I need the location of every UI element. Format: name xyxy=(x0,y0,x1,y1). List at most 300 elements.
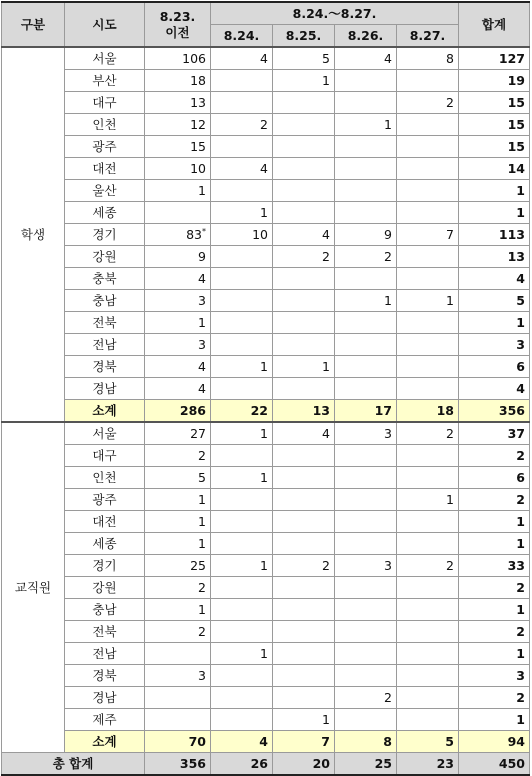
d25-cell xyxy=(273,312,335,334)
d25-cell xyxy=(273,489,335,511)
subtotal-d24: 22 xyxy=(211,400,273,423)
d24-cell xyxy=(211,643,273,665)
region-cell: 전북 xyxy=(65,621,145,643)
d26-value: 2 xyxy=(384,690,392,705)
d27-cell xyxy=(397,202,459,224)
total-cell xyxy=(459,180,530,202)
before-value: 5 xyxy=(198,470,206,485)
header-date-0826: 8.26. xyxy=(335,25,397,48)
d25-cell xyxy=(273,246,335,268)
before-cell xyxy=(145,246,211,268)
before-value: 2 xyxy=(198,580,206,595)
d26-cell xyxy=(335,224,397,246)
table-row xyxy=(2,665,530,687)
total-cell xyxy=(459,422,530,445)
total-cell xyxy=(459,709,530,731)
region-cell: 인천 xyxy=(65,114,145,136)
before-value: 10 xyxy=(190,161,206,176)
subtotal-d25: 7 xyxy=(273,731,335,753)
d27-cell xyxy=(397,290,459,312)
before-value: 2 xyxy=(198,448,206,463)
d26-cell xyxy=(335,268,397,290)
region-cell: 대구 xyxy=(65,445,145,467)
table-row xyxy=(2,533,530,555)
d25-cell xyxy=(273,511,335,533)
d24-cell xyxy=(211,621,273,643)
d24-cell xyxy=(211,224,273,246)
total-value: 1 xyxy=(516,536,525,551)
d26-cell xyxy=(335,599,397,621)
subtotal-d27: 5 xyxy=(397,731,459,753)
header-date-0825: 8.25. xyxy=(273,25,335,48)
region-cell: 충남 xyxy=(65,290,145,312)
d24-cell xyxy=(211,158,273,180)
d25-cell xyxy=(273,445,335,467)
table-row xyxy=(2,70,530,92)
d25-cell xyxy=(273,533,335,555)
total-cell xyxy=(459,92,530,114)
d26-cell xyxy=(335,643,397,665)
grand-total-total: 450 xyxy=(459,753,530,776)
d26-cell xyxy=(335,92,397,114)
table-row xyxy=(2,422,530,445)
region-cell: 경기 xyxy=(65,224,145,246)
d27-cell xyxy=(397,136,459,158)
d24-cell xyxy=(211,92,273,114)
d26-cell xyxy=(335,180,397,202)
d24-cell xyxy=(211,246,273,268)
d24-cell xyxy=(211,290,273,312)
students-category-label: 학생 xyxy=(2,47,65,422)
d27-cell xyxy=(397,709,459,731)
d24-value: 1 xyxy=(260,359,268,374)
d25-cell xyxy=(273,180,335,202)
before-cell xyxy=(145,92,211,114)
d24-cell xyxy=(211,378,273,400)
total-value: 2 xyxy=(516,624,525,639)
before-value: 3 xyxy=(198,668,206,683)
table-body xyxy=(2,47,530,775)
total-cell xyxy=(459,643,530,665)
before-cell xyxy=(145,445,211,467)
d27-cell xyxy=(397,268,459,290)
d24-cell xyxy=(211,555,273,577)
total-cell xyxy=(459,114,530,136)
d27-cell xyxy=(397,180,459,202)
total-value: 1 xyxy=(516,646,525,661)
d25-value: 4 xyxy=(322,227,330,242)
total-value: 14 xyxy=(507,161,525,176)
total-cell xyxy=(459,246,530,268)
subtotal-d24: 4 xyxy=(211,731,273,753)
total-cell xyxy=(459,445,530,467)
d27-cell xyxy=(397,533,459,555)
d25-value: 1 xyxy=(322,73,330,88)
d26-cell xyxy=(335,467,397,489)
d25-cell xyxy=(273,467,335,489)
d25-cell xyxy=(273,334,335,356)
grand-total-d24: 26 xyxy=(211,753,273,776)
region-cell: 경남 xyxy=(65,378,145,400)
subtotal-label: 소계 xyxy=(65,400,145,423)
d25-value: 1 xyxy=(322,712,330,727)
header-total: 합계 xyxy=(459,2,530,47)
d26-cell xyxy=(335,489,397,511)
total-value: 113 xyxy=(498,227,525,242)
total-value: 6 xyxy=(516,470,525,485)
table-row xyxy=(2,202,530,224)
region-cell: 서울 xyxy=(65,47,145,70)
subtotal-total: 94 xyxy=(459,731,530,753)
before-value: 4 xyxy=(198,359,206,374)
total-value: 1 xyxy=(516,205,525,220)
total-value: 2 xyxy=(516,492,525,507)
region-cell: 경기 xyxy=(65,555,145,577)
d24-cell xyxy=(211,70,273,92)
before-value: 9 xyxy=(198,249,206,264)
table-row xyxy=(2,268,530,290)
d24-value: 10 xyxy=(252,227,268,242)
before-value: 1 xyxy=(198,183,206,198)
d24-cell xyxy=(211,467,273,489)
before-cell xyxy=(145,47,211,70)
d27-value: 1 xyxy=(446,492,454,507)
d24-cell xyxy=(211,422,273,445)
before-cell xyxy=(145,643,211,665)
d25-cell xyxy=(273,621,335,643)
header-before-line2: 이전 xyxy=(165,24,190,40)
region-cell: 서울 xyxy=(65,422,145,445)
region-cell: 전남 xyxy=(65,334,145,356)
d25-cell xyxy=(273,290,335,312)
d25-cell xyxy=(273,224,335,246)
subtotal-total: 356 xyxy=(459,400,530,423)
total-value: 127 xyxy=(498,51,525,66)
region-cell: 충남 xyxy=(65,599,145,621)
d24-cell xyxy=(211,334,273,356)
before-value: 13 xyxy=(190,95,206,110)
region-cell: 대전 xyxy=(65,511,145,533)
before-cell xyxy=(145,180,211,202)
d25-cell xyxy=(273,356,335,378)
d26-cell xyxy=(335,378,397,400)
before-value: 4 xyxy=(198,271,206,286)
total-cell xyxy=(459,334,530,356)
before-cell xyxy=(145,268,211,290)
grand-total-row xyxy=(2,753,530,776)
d25-cell xyxy=(273,202,335,224)
before-cell xyxy=(145,687,211,709)
d27-cell xyxy=(397,246,459,268)
d26-cell xyxy=(335,356,397,378)
total-cell xyxy=(459,577,530,599)
before-value: 106 xyxy=(182,51,206,66)
total-cell xyxy=(459,290,530,312)
d27-cell xyxy=(397,489,459,511)
table-row xyxy=(2,290,530,312)
d25-value: 2 xyxy=(322,249,330,264)
total-value: 15 xyxy=(507,95,525,110)
d27-value: 2 xyxy=(446,426,454,441)
header-date-0827: 8.27. xyxy=(397,25,459,48)
header-period: 8.24.～8.27. xyxy=(211,2,459,25)
before-cell xyxy=(145,555,211,577)
d27-value: 1 xyxy=(446,293,454,308)
d25-cell xyxy=(273,268,335,290)
total-value: 5 xyxy=(516,293,525,308)
subtotal-d26: 17 xyxy=(335,400,397,423)
d27-cell xyxy=(397,378,459,400)
subtotal-d25: 13 xyxy=(273,400,335,423)
d26-cell xyxy=(335,47,397,70)
region-cell: 울산 xyxy=(65,180,145,202)
before-cell xyxy=(145,467,211,489)
subtotal-before: 286 xyxy=(145,400,211,423)
d25-value: 4 xyxy=(322,426,330,441)
table-row xyxy=(2,467,530,489)
d25-cell xyxy=(273,378,335,400)
before-cell xyxy=(145,511,211,533)
d26-cell xyxy=(335,665,397,687)
subtotal-label: 소계 xyxy=(65,731,145,753)
total-value: 15 xyxy=(507,117,525,132)
d27-cell xyxy=(397,599,459,621)
total-value: 1 xyxy=(516,514,525,529)
d25-cell xyxy=(273,136,335,158)
subtotal-before: 70 xyxy=(145,731,211,753)
subtotal-d26: 8 xyxy=(335,731,397,753)
before-value: 2 xyxy=(198,624,206,639)
total-value: 37 xyxy=(507,426,525,441)
grand-total-label: 총 합계 xyxy=(2,753,145,776)
before-cell xyxy=(145,70,211,92)
region-cell: 인천 xyxy=(65,467,145,489)
total-cell xyxy=(459,158,530,180)
grand-total-before: 356 xyxy=(145,753,211,776)
d25-cell xyxy=(273,599,335,621)
region-cell: 충북 xyxy=(65,268,145,290)
header-region: 시도 xyxy=(65,2,145,47)
d25-cell xyxy=(273,92,335,114)
d27-cell xyxy=(397,70,459,92)
d26-cell xyxy=(335,136,397,158)
before-value: 1 xyxy=(198,514,206,529)
before-value: 83 xyxy=(186,227,202,242)
before-value: 4 xyxy=(198,381,206,396)
d27-cell xyxy=(397,621,459,643)
table-row xyxy=(2,334,530,356)
d26-cell xyxy=(335,709,397,731)
d26-cell xyxy=(335,577,397,599)
table-row xyxy=(2,356,530,378)
total-cell xyxy=(459,224,530,246)
students-subtotal-row xyxy=(2,400,530,423)
d24-cell xyxy=(211,47,273,70)
before-cell xyxy=(145,114,211,136)
d25-cell xyxy=(273,158,335,180)
table-row xyxy=(2,92,530,114)
header-before xyxy=(145,2,211,47)
d27-cell xyxy=(397,445,459,467)
before-value: 1 xyxy=(198,492,206,507)
before-cell xyxy=(145,202,211,224)
region-cell: 대구 xyxy=(65,92,145,114)
d25-cell xyxy=(273,70,335,92)
before-cell xyxy=(145,489,211,511)
grand-total-d25: 20 xyxy=(273,753,335,776)
before-value: 25 xyxy=(190,558,206,573)
table-row xyxy=(2,246,530,268)
d26-value: 4 xyxy=(384,51,392,66)
d24-value: 1 xyxy=(260,646,268,661)
d26-cell xyxy=(335,158,397,180)
before-cell xyxy=(145,158,211,180)
before-cell xyxy=(145,378,211,400)
table-row xyxy=(2,577,530,599)
staff-subtotal-row xyxy=(2,731,530,753)
table-row xyxy=(2,180,530,202)
d24-value: 1 xyxy=(260,558,268,573)
d27-cell xyxy=(397,224,459,246)
table-row xyxy=(2,158,530,180)
d27-cell xyxy=(397,312,459,334)
before-value: 3 xyxy=(198,337,206,352)
region-cell: 광주 xyxy=(65,489,145,511)
d24-cell xyxy=(211,312,273,334)
total-cell xyxy=(459,687,530,709)
before-value: 12 xyxy=(190,117,206,132)
total-value: 2 xyxy=(516,690,525,705)
d26-value: 3 xyxy=(384,558,392,573)
d24-value: 1 xyxy=(260,426,268,441)
table-row xyxy=(2,621,530,643)
region-cell: 세종 xyxy=(65,202,145,224)
before-cell xyxy=(145,533,211,555)
total-value: 1 xyxy=(516,183,525,198)
d26-value: 1 xyxy=(384,117,392,132)
d24-value: 2 xyxy=(260,117,268,132)
d26-value: 1 xyxy=(384,293,392,308)
d27-cell xyxy=(397,334,459,356)
total-cell xyxy=(459,489,530,511)
region-cell: 전북 xyxy=(65,312,145,334)
d27-value: 8 xyxy=(446,51,454,66)
region-cell: 제주 xyxy=(65,709,145,731)
region-cell: 경북 xyxy=(65,356,145,378)
d27-cell xyxy=(397,555,459,577)
d27-value: 2 xyxy=(446,95,454,110)
d24-cell xyxy=(211,489,273,511)
d27-cell xyxy=(397,511,459,533)
before-cell xyxy=(145,422,211,445)
region-cell: 강원 xyxy=(65,577,145,599)
total-value: 1 xyxy=(516,712,525,727)
d26-cell xyxy=(335,114,397,136)
table-row xyxy=(2,378,530,400)
d24-cell xyxy=(211,202,273,224)
before-cell xyxy=(145,577,211,599)
d26-cell xyxy=(335,202,397,224)
d26-cell xyxy=(335,70,397,92)
d25-value: 1 xyxy=(322,359,330,374)
d27-cell xyxy=(397,687,459,709)
table-row xyxy=(2,445,530,467)
before-cell xyxy=(145,356,211,378)
total-cell xyxy=(459,268,530,290)
table-row xyxy=(2,312,530,334)
total-cell xyxy=(459,378,530,400)
before-cell xyxy=(145,334,211,356)
d24-cell xyxy=(211,136,273,158)
before-cell xyxy=(145,709,211,731)
staff-category-label: 교직원 xyxy=(2,422,65,753)
d25-value: 5 xyxy=(322,51,330,66)
d25-cell xyxy=(273,114,335,136)
total-value: 15 xyxy=(507,139,525,154)
region-cell: 강원 xyxy=(65,246,145,268)
d26-cell xyxy=(335,621,397,643)
region-cell: 경남 xyxy=(65,687,145,709)
region-cell: 경북 xyxy=(65,665,145,687)
d25-cell xyxy=(273,577,335,599)
before-cell xyxy=(145,312,211,334)
total-value: 19 xyxy=(507,73,525,88)
d25-cell xyxy=(273,643,335,665)
d24-value: 4 xyxy=(260,161,268,176)
d24-cell xyxy=(211,268,273,290)
d25-value: 2 xyxy=(322,558,330,573)
total-value: 1 xyxy=(516,315,525,330)
header-category: 구분 xyxy=(2,2,65,47)
total-cell xyxy=(459,202,530,224)
d27-cell xyxy=(397,577,459,599)
total-value: 3 xyxy=(516,668,525,683)
total-cell xyxy=(459,555,530,577)
total-cell xyxy=(459,533,530,555)
total-value: 4 xyxy=(516,381,525,396)
d24-cell xyxy=(211,599,273,621)
before-value: 1 xyxy=(198,536,206,551)
d26-cell xyxy=(335,555,397,577)
d26-cell xyxy=(335,533,397,555)
d27-cell xyxy=(397,643,459,665)
before-cell xyxy=(145,224,211,246)
d24-value: 1 xyxy=(260,205,268,220)
d24-cell xyxy=(211,687,273,709)
d26-value: 3 xyxy=(384,426,392,441)
total-cell xyxy=(459,665,530,687)
before-cell xyxy=(145,136,211,158)
grand-total-d27: 23 xyxy=(397,753,459,776)
table-row xyxy=(2,709,530,731)
d27-cell xyxy=(397,47,459,70)
d27-cell xyxy=(397,467,459,489)
d24-cell xyxy=(211,577,273,599)
d27-cell xyxy=(397,158,459,180)
subtotal-d27: 18 xyxy=(397,400,459,423)
footnote-mark: * xyxy=(202,226,206,236)
d27-cell xyxy=(397,114,459,136)
before-cell xyxy=(145,665,211,687)
table-row xyxy=(2,136,530,158)
d26-value: 9 xyxy=(384,227,392,242)
before-value: 1 xyxy=(198,602,206,617)
total-cell xyxy=(459,136,530,158)
total-cell xyxy=(459,599,530,621)
d26-value: 2 xyxy=(384,249,392,264)
before-value: 27 xyxy=(190,426,206,441)
d27-cell xyxy=(397,92,459,114)
